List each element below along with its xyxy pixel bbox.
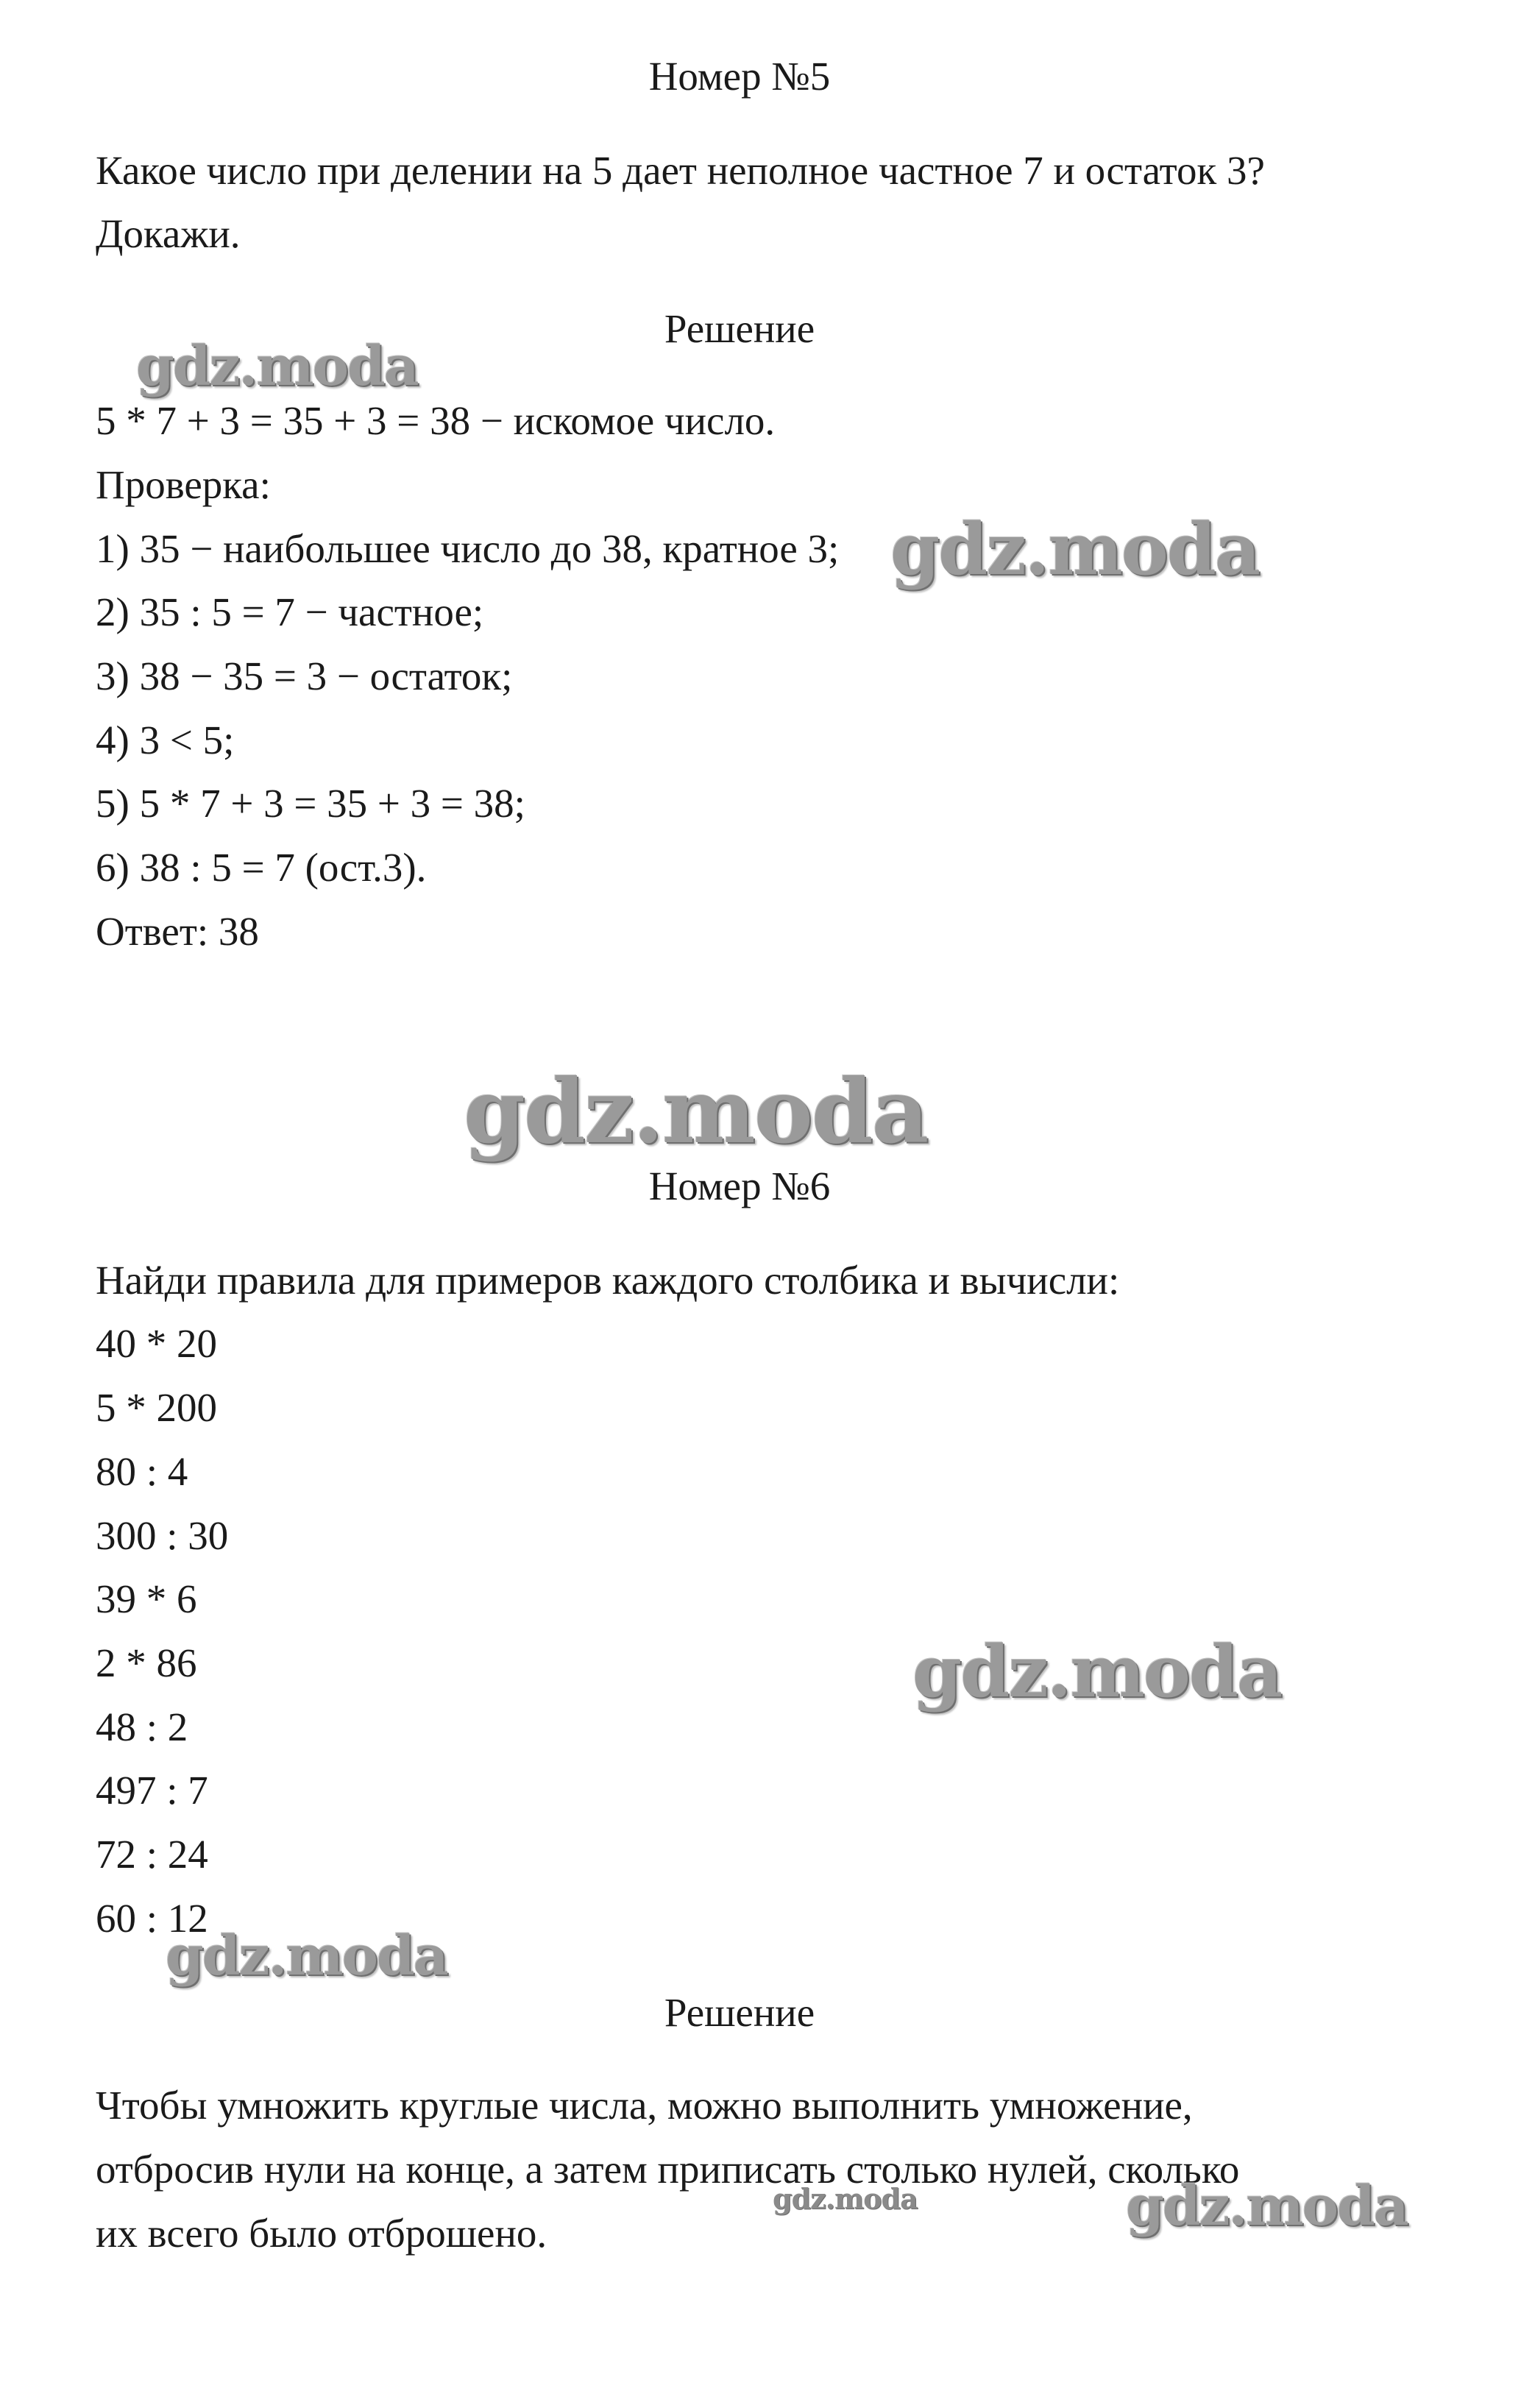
watermark: gdz.moda [166,1924,447,1988]
watermark: gdz.moda [773,2182,918,2215]
watermark: gdz.moda [136,335,418,398]
problem6-title: Номер №6 [648,1164,831,1208]
problem5-answer: Ответ: 38 [96,909,259,954]
problem5-check-step-4: 4) 3 < 5; [96,718,235,762]
problem5-check-label: Проверка: [96,462,271,507]
watermark: gdz.moda [890,508,1260,591]
problem5-check-step-5: 5) 5 * 7 + 3 = 35 + 3 = 38; [96,781,525,826]
problem6-solution-line-1: Чтобы умножить круглые числа, можно выполнить умножение, [96,2083,1193,2128]
problem5-title: Номер №5 [648,54,831,99]
problem6-example: 80 : 4 [96,1449,188,1494]
problem5-check-step-2: 2) 35 : 5 = 7 − частное; [96,589,484,634]
watermark: gdz.moda [1126,2175,1408,2238]
problem6-example: 5 * 200 [96,1385,217,1430]
problem6-example: 497 : 7 [96,1768,208,1813]
problem5-question-line-2: Докажи. [96,211,241,256]
problem6-example: 40 * 20 [96,1321,217,1366]
problem6-example: 48 : 2 [96,1704,188,1749]
watermark: gdz.moda [464,1060,928,1164]
problem5-check-step-1: 1) 35 − наибольшее число до 38, кратное 3; [96,526,840,571]
problem5-check-step-6: 6) 38 : 5 = 7 (ост.3). [96,845,427,890]
problem6-example: 2 * 86 [96,1640,197,1685]
problem6-example: 39 * 6 [96,1576,197,1621]
problem5-check-step-3: 3) 38 − 35 = 3 − остаток; [96,654,513,698]
watermark: gdz.moda [912,1630,1282,1713]
problem6-example: 300 : 30 [96,1513,229,1558]
problem5-question-line-1: Какое число при делении на 5 дает неполное частное 7 и остаток 3? [96,148,1265,193]
problem6-solution-line-2: отбросив нули на конце, а затем приписать столько нулей, сколько [96,2147,1240,2192]
problem5-solution-heading: Решение [664,306,815,351]
problem6-question: Найди правила для примеров каждого столбика и вычисли: [96,1258,1120,1303]
problem6-solution-heading: Решение [664,1990,815,2035]
problem6-example: 72 : 24 [96,1832,208,1877]
problem6-example: 60 : 12 [96,1896,208,1941]
problem5-solution-line: 5 * 7 + 3 = 35 + 3 = 38 − искомое число. [96,398,776,443]
problem6-solution-line-3: их всего было отброшено. [96,2211,547,2256]
